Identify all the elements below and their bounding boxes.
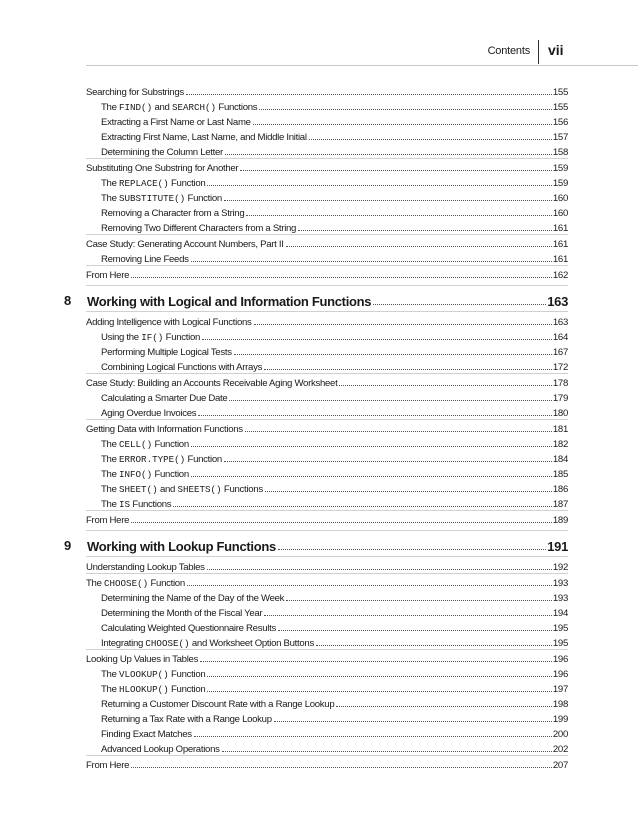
dot-leader [309,139,552,140]
toc-entry-title [101,362,263,373]
toc-entry [101,635,568,649]
toc-page-number: 185 [552,469,568,480]
title-text: The [101,484,119,495]
toc-entry-title [101,669,206,680]
toc-entry [86,421,568,435]
dot-leader [191,476,552,477]
toc-chapter-entry [64,536,568,554]
title-text: Functions [130,499,172,510]
title-text: The [101,439,119,450]
title-text: and [157,484,178,495]
toc-page-number: 160 [552,208,568,219]
chapter-divider [86,285,568,286]
dot-leader [274,721,552,722]
toc-entry [101,620,568,634]
toc-page-number: 163 [547,294,568,309]
toc-entry [101,696,568,710]
toc-entry-title [86,562,206,573]
toc-page-number: 161 [552,239,568,250]
toc-entry [86,375,568,389]
code-term: CHOOSE() [104,578,149,589]
section-divider [86,755,568,756]
toc-page-number: 191 [547,539,568,554]
toc-page-number: 207 [552,760,568,771]
dot-leader [202,339,552,340]
title-text: Case Study: Building an Accounts Receivable Aging Worksheet [86,378,338,389]
title-text: Function [163,332,201,343]
page-header [0,40,638,66]
code-term: CELL() [119,439,153,450]
toc-page-number: 156 [552,117,568,128]
toc-entry [86,757,568,771]
toc-entry-title [101,132,308,143]
toc-entry-title [86,317,253,328]
code-term: IS [119,499,131,510]
dot-leader [298,230,552,231]
toc-entry-title [86,87,185,98]
toc-entry-title [86,163,239,174]
toc-entry-title [101,208,245,219]
toc-page-number: 161 [552,223,568,234]
dot-leader [131,277,552,278]
code-term: REPLACE() [119,178,169,189]
title-text: The [101,178,119,189]
toc-page-number: 161 [552,254,568,265]
toc-page-number: 189 [552,515,568,526]
chapter-underline [86,556,568,557]
toc-entry [101,590,568,604]
toc-page-number: 179 [552,393,568,404]
title-text: The [101,684,119,695]
title-text: From Here [86,760,130,771]
toc-entry [101,220,568,234]
toc-entry-title [101,117,252,128]
section-divider [86,510,568,511]
code-term: SUBSTITUTE() [119,193,186,204]
title-text: Returning a Tax Rate with a Range Lookup [101,714,272,725]
title-text: and Worksheet Option Buttons [189,638,314,649]
toc-entry [86,559,568,573]
toc-entry-title [87,539,277,554]
dot-leader [191,261,552,262]
title-text: The [86,578,104,589]
chapter-number: 9 [64,538,71,553]
title-text: The [101,193,119,204]
toc-page-number: 199 [552,714,568,725]
toc-page-number: 155 [552,102,568,113]
toc-entry [86,84,568,98]
toc-entry [101,390,568,404]
toc-entry [86,267,568,281]
dot-leader [264,369,552,370]
section-divider [86,573,568,574]
toc-entry-title [101,178,206,189]
toc-entry [101,359,568,373]
code-term: SHEETS() [177,484,222,495]
toc-page-number: 197 [552,684,568,695]
chapter-number: 8 [64,293,71,308]
title-text: Aging Overdue Invoices [101,408,197,419]
title-text: Returning a Customer Discount Rate with a Range Lookup [101,699,335,710]
title-text: Function [152,439,189,450]
title-text: Function [185,193,222,204]
toc-entry-title [101,454,223,465]
toc-entry [101,251,568,265]
toc-entry [101,451,568,465]
toc-entry-title [101,638,315,649]
toc-entry-title [101,714,273,725]
title-text: Finding Exact Matches [101,729,192,740]
toc-page-number: 196 [552,669,568,680]
toc-page-number: 155 [552,87,568,98]
toc-entry-title [101,608,263,619]
toc-entry [86,575,568,589]
dot-leader [198,415,552,416]
toc-entry-title [101,439,190,450]
toc-entry-title [101,684,206,695]
title-text: From Here [86,270,130,281]
toc-entry [101,605,568,619]
dot-leader [278,549,546,550]
title-text: Function [168,684,206,695]
toc-entry [101,329,568,343]
title-text: Case Study: Generating Account Numbers, Part II [86,239,284,250]
toc-page-number: 194 [552,608,568,619]
toc-page-number: 157 [552,132,568,143]
dot-leader [264,615,552,616]
title-text: Advanced Lookup Operations [101,744,220,755]
dot-leader [187,585,552,586]
title-text: Function [152,469,189,480]
chapter-divider [86,530,568,531]
title-text: Determining the Name of the Day of the Week [101,593,285,604]
title-text: Function [168,178,206,189]
toc-entry [101,205,568,219]
dot-leader [278,630,552,631]
title-text: Determining the Month of the Fiscal Year [101,608,263,619]
title-text: The [101,499,119,510]
title-text: Removing a Character from a String [101,208,245,219]
toc-entry [86,314,568,328]
dot-leader [339,385,551,386]
toc-page-number: 163 [552,317,568,328]
toc-entry-title [101,347,233,358]
dot-leader [259,109,552,110]
title-text: Determining the Column Letter [101,147,223,158]
dot-leader [131,767,552,768]
title-text: The [101,669,119,680]
title-text: and [152,102,172,113]
toc-page-number: 159 [552,178,568,189]
toc-entry-title [101,408,197,419]
toc-page-number: 193 [552,578,568,589]
title-text: The [101,102,119,113]
toc-entry-title [101,484,264,495]
title-text: Extracting a First Name or Last Name [101,117,251,128]
running-head-contents: Contents [487,45,530,57]
toc-entry-title [86,654,199,665]
page-number: vii [548,42,564,58]
toc-entry-title [101,623,277,634]
toc-page-number: 158 [552,147,568,158]
dot-leader [246,215,552,216]
dot-leader [207,676,552,677]
toc-entry-title [101,593,285,604]
title-text: Integrating [101,638,146,649]
title-text: From Here [86,515,130,526]
dot-leader [194,736,552,737]
dot-leader [200,661,552,662]
code-term: SHEET() [119,484,158,495]
toc-page-number: 200 [552,729,568,740]
toc-entry-title [86,239,285,250]
toc-entry [86,512,568,526]
toc-entry-title [86,578,186,589]
toc-entry-title [101,332,201,343]
title-text: Looking Up Values in Tables [86,654,199,665]
title-text: Function [185,454,222,465]
toc-entry-title [101,102,258,113]
toc-page-number: 160 [552,193,568,204]
toc-entry [101,741,568,755]
dot-leader [225,154,552,155]
toc-page-number: 162 [552,270,568,281]
toc-entry-title [86,424,244,435]
title-text: Calculating a Smarter Due Date [101,393,228,404]
toc-entry [101,496,568,510]
code-term: INFO() [119,469,153,480]
toc-page-number: 196 [552,654,568,665]
title-text: The [101,454,119,465]
toc-entry-title [86,378,338,389]
toc-entry-title [101,729,193,740]
toc-entry [101,681,568,695]
dot-leader [224,461,552,462]
toc-entry [101,344,568,358]
toc-entry-title [101,744,221,755]
toc-entry-title [87,294,372,309]
title-text: Substituting One Substring for Another [86,163,239,174]
toc-entry-title [101,499,172,510]
dot-leader [254,324,552,325]
toc-entry [101,129,568,143]
dot-leader [373,304,546,305]
title-text: Functions [216,102,258,113]
title-text: Working with Logical and Information Functions [87,294,372,309]
title-text: Getting Data with Information Functions [86,424,243,435]
toc-entry-title [101,193,223,204]
title-text: Extracting First Name, Last Name, and Middle Initial [101,132,307,143]
section-divider [86,265,568,266]
chapter-underline [86,311,568,312]
code-term: CHOOSE() [145,638,190,649]
dot-leader [131,522,552,523]
code-term: HLOOKUP() [119,684,169,695]
dot-leader [336,706,552,707]
toc-chapter-entry [64,291,568,309]
toc-page-number: 198 [552,699,568,710]
toc-entry [101,175,568,189]
dot-leader [286,246,552,247]
header-divider [538,40,539,64]
toc-page-number: 187 [552,499,568,510]
toc-page-number: 193 [552,593,568,604]
toc-entry [101,481,568,495]
dot-leader [173,506,552,507]
toc-entry [101,190,568,204]
toc-page-number: 167 [552,347,568,358]
section-divider [86,649,568,650]
code-term: IF() [141,332,164,343]
toc-page-number: 202 [552,744,568,755]
code-term: VLOOKUP() [119,669,169,680]
dot-leader [224,200,552,201]
toc-entry [101,114,568,128]
title-text: Removing Two Different Characters from a String [101,223,297,234]
dot-leader [207,691,552,692]
toc-page-number: 178 [552,378,568,389]
toc-page-number: 186 [552,484,568,495]
toc-entry [101,466,568,480]
section-divider [86,373,568,374]
toc-page-number: 164 [552,332,568,343]
toc-entry [86,236,568,250]
toc-entry [86,651,568,665]
toc-entry [86,160,568,174]
dot-leader [229,400,551,401]
code-term: SEARCH() [171,102,217,113]
toc-entry [101,711,568,725]
title-text: Function [168,669,206,680]
section-divider [86,158,568,159]
header-rule [86,65,638,66]
toc-entry-title [86,270,130,281]
title-text: Calculating Weighted Questionnaire Results [101,623,276,634]
title-text: Function [148,578,185,589]
toc-entry-title [101,699,335,710]
toc-page-number: 195 [552,623,568,634]
toc-entry-title [101,469,190,480]
dot-leader [316,645,552,646]
toc-entry [101,436,568,450]
title-text: Functions [221,484,263,495]
toc-page-number: 192 [552,562,568,573]
title-text: Performing Multiple Logical Tests [101,347,232,358]
dot-leader [286,600,552,601]
toc-entry-title [86,515,130,526]
toc-entry-title [101,254,190,265]
title-text: The [101,469,119,480]
title-text: Adding Intelligence with Logical Functions [86,317,252,328]
dot-leader [207,185,552,186]
title-text: Combining Logical Functions with Arrays [101,362,263,373]
title-text: Using the [101,332,142,343]
section-divider [86,419,568,420]
toc-entry [101,144,568,158]
toc-entry-title [101,147,224,158]
toc-entry-title [101,393,228,404]
title-text: Working with Lookup Functions [87,539,276,554]
dot-leader [265,491,552,492]
toc-page-number: 184 [552,454,568,465]
toc-entry [101,99,568,113]
toc-page-number: 172 [552,362,568,373]
toc-page-number: 195 [552,638,568,649]
dot-leader [222,751,552,752]
toc-page-number: 159 [552,163,568,174]
toc-page-number: 182 [552,439,568,450]
code-term: ERROR.TYPE() [119,454,186,465]
toc-entry-title [86,760,130,771]
toc-entry [101,666,568,680]
dot-leader [253,124,552,125]
dot-leader [245,431,552,432]
toc-entry [101,405,568,419]
dot-leader [186,94,552,95]
title-text: Understanding Lookup Tables [86,562,205,573]
title-text: Removing Line Feeds [101,254,189,265]
toc-page-number: 181 [552,424,568,435]
dot-leader [240,170,552,171]
dot-leader [234,354,552,355]
code-term: FIND() [119,102,153,113]
section-divider [86,234,568,235]
toc-page-number: 180 [552,408,568,419]
toc-entry-title [101,223,297,234]
dot-leader [207,569,552,570]
dot-leader [191,446,552,447]
title-text: Searching for Substrings [86,87,184,98]
toc-entry [101,726,568,740]
